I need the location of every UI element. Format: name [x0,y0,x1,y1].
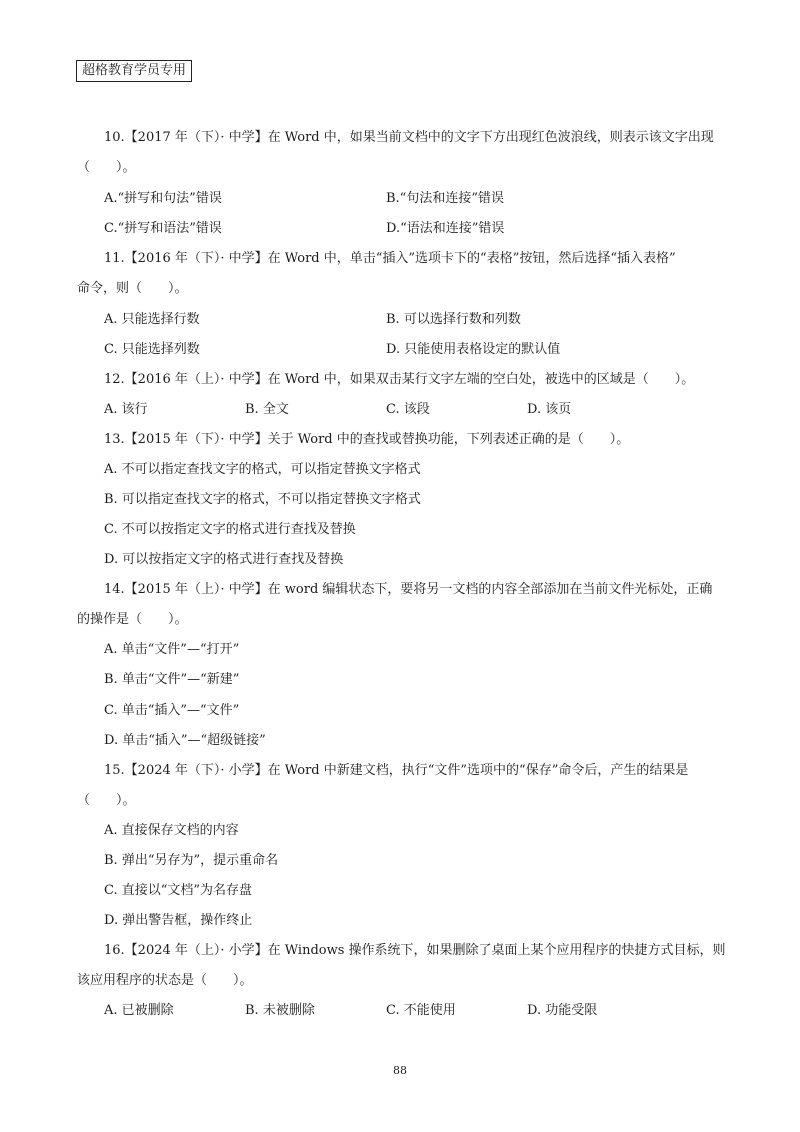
question-15-option-b: B. 弹出“另存为”，提示重命名 [104,853,279,868]
question-14-option-c: C. 单击“插入”—“文件” [104,703,240,718]
question-16-option-b: B. 未被删除 [245,1003,315,1018]
question-11-stem-line-2: 命令，则（ ）。 [77,281,188,296]
question-14-option-b: B. 单击“文件”—“新建” [104,672,240,687]
question-14-option-d: D. 单击“插入”—“超级链接” [104,733,266,748]
question-10-stem-line-1: 10.【2017 年（下）· 中学】在 Word 中，如果当前文档中的文字下方出现红色波浪线，则表示该文字出现 [104,130,714,145]
question-10-option-b: B.“句法和连接”错误 [386,191,504,206]
question-15-option-d: D. 弹出警告框，操作终止 [104,913,253,928]
question-13-option-b: B. 可以指定查找文字的格式，不可以指定替换文字格式 [104,492,421,507]
question-16-stem-line-1: 16.【2024 年（上）· 小学】在 Windows 操作系统下，如果删除了桌面上某个应用程序的快捷方式目标，则 [104,943,726,958]
question-13-option-c: C. 不可以按指定文字的格式进行查找及替换 [104,522,356,537]
question-15-option-a: A. 直接保存文档的内容 [104,823,239,838]
question-11-option-d: D. 只能使用表格设定的默认值 [386,342,561,357]
question-15-option-c: C. 直接以“文档”为名存盘 [104,883,253,898]
question-14-stem-line-2: 的操作是（ ）。 [77,612,188,627]
question-11-stem-line-1: 11.【2016 年（下）· 中学】在 Word 中，单击“插入”选项卡下的“表格”按钮，然后选择“插入表格” [104,251,676,266]
question-16-stem-line-2: 该应用程序的状态是（ ）。 [77,973,253,988]
question-15-stem-line-2: （ ）。 [77,793,136,808]
question-13-option-a: A. 不可以指定查找文字的格式，可以指定替换文字格式 [104,462,421,477]
question-13-stem-line-1: 13.【2015 年（下）· 中学】关于 Word 中的查找或替换功能，下列表述正确的是（ ）。 [104,432,630,447]
question-16-option-d: D. 功能受限 [527,1003,598,1018]
question-11-option-c: C. 只能选择列数 [104,342,200,357]
question-12-option-a: A. 该行 [104,402,148,417]
question-12-option-c: C. 该段 [386,402,430,417]
question-10-option-a: A.“拼写和句法”错误 [104,191,222,206]
header-label: 超格教育学员专用 [76,60,192,82]
question-16-option-a: A. 已被删除 [104,1003,174,1018]
question-15-stem-line-1: 15.【2024 年（下）· 小学】在 Word 中新建文档，执行“文件”选项中的“保存”命令后，产生的结果是 [104,763,689,778]
question-13-option-d: D. 可以按指定文字的格式进行查找及替换 [104,552,344,567]
question-11-option-b: B. 可以选择行数和列数 [386,312,521,327]
question-12-option-b: B. 全文 [245,402,289,417]
question-14-stem-line-1: 14.【2015 年（上）· 中学】在 word 编辑状态下，要将另一文档的内容全部添加在当前文件光标处，正确 [104,582,713,597]
question-11-option-a: A. 只能选择行数 [104,312,200,327]
page-number: 88 [393,1064,407,1077]
question-10-option-c: C.“拼写和语法”错误 [104,221,222,236]
question-12-stem-line-1: 12.【2016 年（上）· 中学】在 Word 中，如果双击某行文字左端的空白处，被选中的区域是（ ）。 [104,372,695,387]
question-12-option-d: D. 该页 [527,402,572,417]
question-10-option-d: D.“语法和连接”错误 [386,221,505,236]
question-10-stem-line-2: （ ）。 [77,160,136,175]
question-14-option-a: A. 单击“文件”—“打开” [104,642,240,657]
question-16-option-c: C. 不能使用 [386,1003,456,1018]
